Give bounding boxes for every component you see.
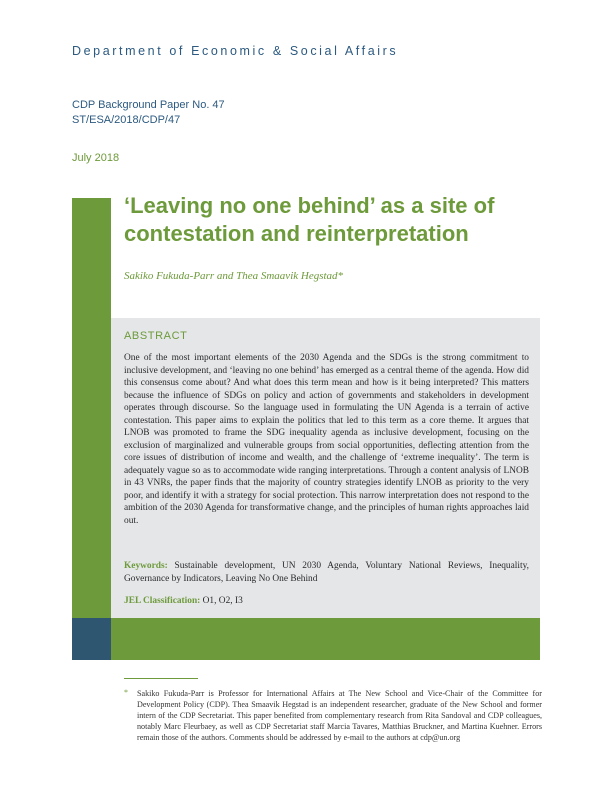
abstract-heading: ABSTRACT [124,330,188,342]
jel-value: O1, O2, I3 [202,596,243,606]
keywords-label: Keywords: [124,561,168,571]
keywords-line [124,560,529,585]
footnote-marker: * [124,688,128,697]
abstract-text: One of the most important elements of the 2030 Agenda and the SDGs is the strong commitment to inclusive development, and ‘leaving no one behind’ has emerged as a central theme of the agenda. How did this consensus come about? And what does this term mean and how is it being interpreted? This matters because the influence of SDGs on policy and action of governments and stakeholders in development operates through discourse. So the language used in formulating the UN Agenda is a terrain of active contestation. This paper aims to explain the politics that led to this term as a core theme. It argues that LNOB was promoted to frame the SDG inequality agenda as inclusive development, focusing on the exclusion of marginalized and vulnerable groups from social opportunities, deflecting attention from the core issues of distribution of income and wealth, and the challenge of ‘extreme inequality’. The term is adequately vague so as to accommodate wide ranging interpretations. Through a content analysis of LNOB in 43 VNRs, the paper finds that the majority of country strategies identify LNOB as priority to the very poor, and identify it with a strategy for social protection. This narrow interpretation does not respond to the ambition of the 2030 Agenda for transformative change, and the principles of human rights approaches laid out. [124,353,529,526]
paper-authors: Sakiko Fukuda-Parr and Thea Smaavik Hegstad* [124,270,344,282]
jel-label: JEL Classification: [124,596,201,606]
jel-classification-line [124,595,529,608]
keywords-value: Sustainable development, UN 2030 Agenda, Voluntary National Reviews, Inequality, Governance by Indicators, Leaving No One Behind [124,561,530,584]
paper-identifier [72,98,225,128]
publication-date: July 2018 [72,152,120,164]
decorative-horizontal-bar [72,618,540,660]
decorative-corner-block [72,618,111,660]
author-footnote: Sakiko Fukuda-Parr is Professor for International Affairs at The New School and Vice-Chair of the Committee for Development Policy (CDP). Thea Smaavik Hegstad is an independent researcher, graduate of the New School and former intern of the CDP Secretariat. This paper benefited from complementary research from Rita Sandoval and CDP colleagues, notably Marc Fleurbaey, as well as CDP Secretariat staff Marcia Tavares, Matthias Bruckner, and Martina Kuehner. Errors remain those of the authors. Comments should be addressed by e-mail to the authors at cdp@un.org [137,689,542,742]
paper-title: ‘Leaving no one behind’ as a site of contestation and reinterpretation [124,193,495,246]
paper-number: CDP Background Paper No. 47 [72,99,225,111]
footnote-divider [124,678,198,679]
document-code: ST/ESA/2018/CDP/47 [72,114,181,126]
decorative-vertical-bar [72,198,111,618]
department-name: Department of Economic & Social Affairs [72,44,399,58]
